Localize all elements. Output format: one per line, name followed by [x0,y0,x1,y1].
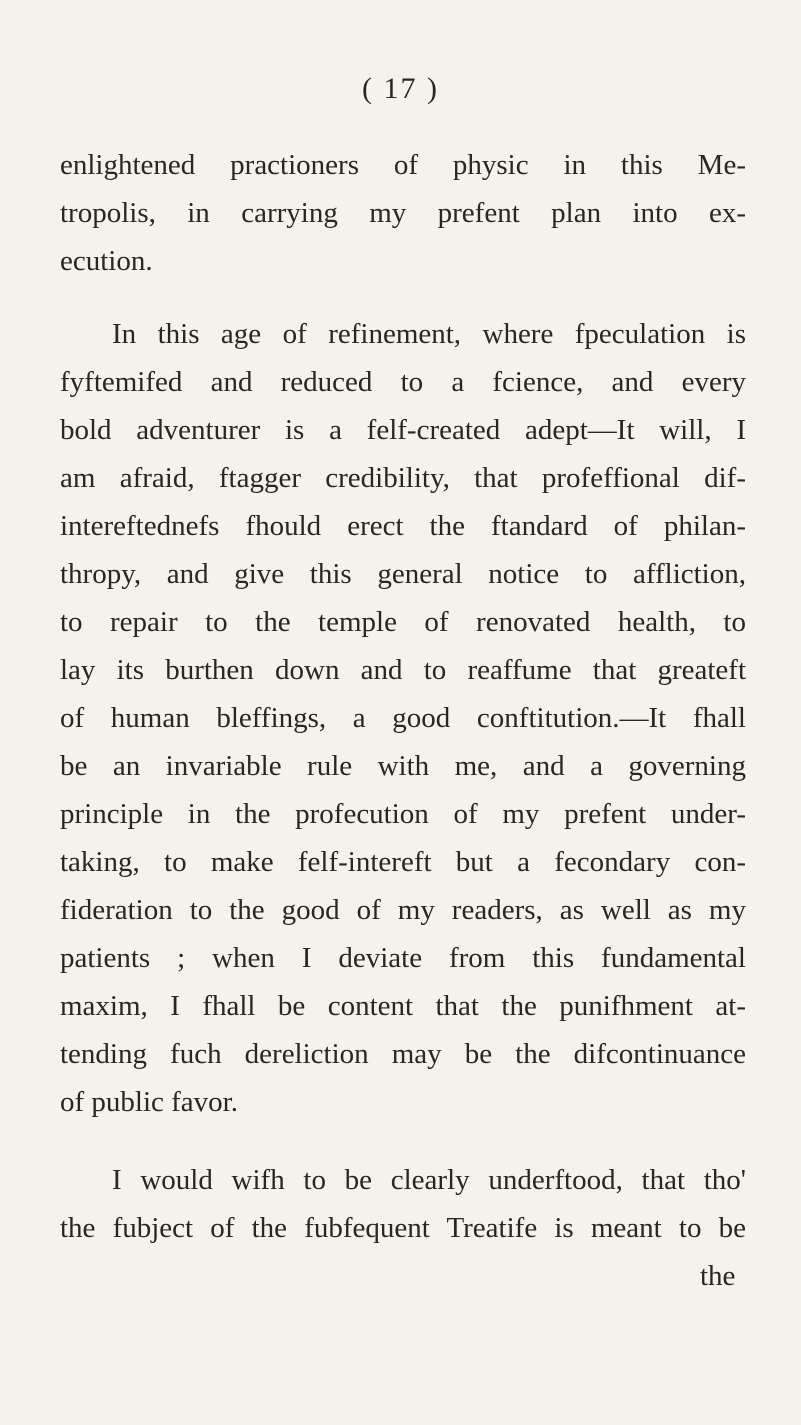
text-line: tropolis, in carrying my prefent plan into ex- [60,197,746,229]
text-line: lay its burthen down and to reaffume that greateft [60,654,746,686]
text-line: maxim, I fhall be content that the punifhment at- [60,990,746,1022]
text-line: taking, to make felf-intereft but a fecondary con- [60,846,746,878]
page-number: ( 17 ) [362,72,439,105]
catchword: the [700,1260,736,1292]
text-line: intereftednefs fhould erect the ftandard of philan- [60,510,746,542]
text-line: In this age of refinement, where fpeculation is [112,318,746,350]
text-line: tending fuch dereliction may be the difcontinuance [60,1038,746,1070]
text-line: bold adventurer is a felf-created adept—It will, I [60,414,746,446]
text-line: principle in the profecution of my prefent under- [60,798,746,830]
text-line: of public favor. [60,1086,238,1118]
text-line: fideration to the good of my readers, as well as my [60,894,746,926]
text-line: of human bleffings, a good conftitution.—It fhall [60,702,746,734]
text-line: am afraid, ftagger credibility, that profeffional dif- [60,462,746,494]
text-line: be an invariable rule with me, and a governing [60,750,746,782]
text-line: patients ; when I deviate from this fundamental [60,942,746,974]
text-line: enlightened practioners of physic in this Me- [60,149,746,181]
text-line: ecution. [60,245,153,277]
text-line: the fubject of the fubfequent Treatife is meant to be [60,1212,746,1244]
text-line: I would wifh to be clearly underftood, that tho' [112,1164,746,1196]
text-line: fyftemifed and reduced to a fcience, and every [60,366,746,398]
text-line: to repair to the temple of renovated health, to [60,606,746,638]
text-line: thropy, and give this general notice to affliction, [60,558,746,590]
